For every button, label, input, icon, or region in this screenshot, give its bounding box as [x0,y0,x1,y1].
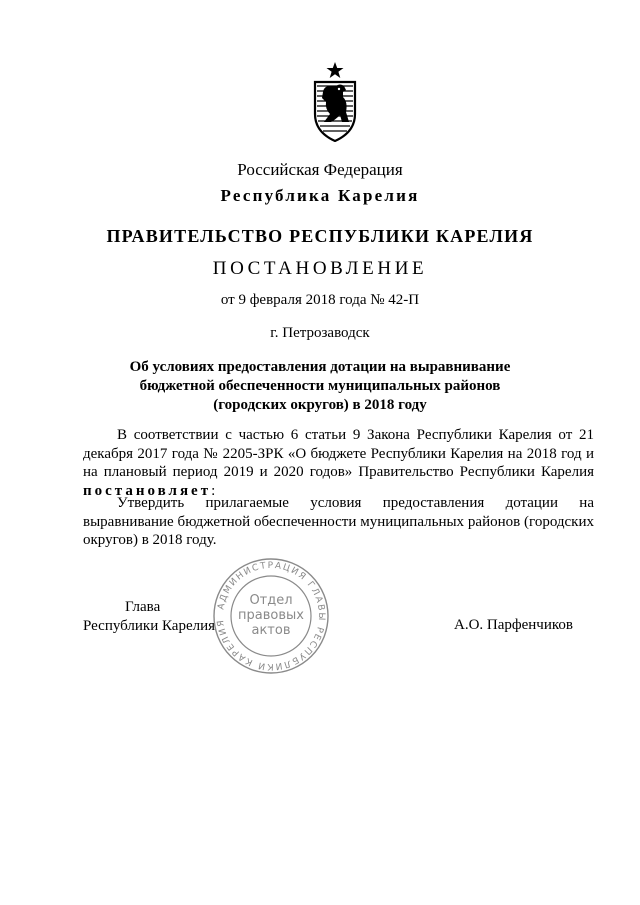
document-type: ПОСТАНОВЛЕНИЕ [212,258,428,279]
signatory-name: А.О. Парфенчиков [454,617,573,633]
preamble-text: В соответствии с частью 6 статьи 9 Закона Республики Карелия от 21 декабря 2017 года № 2205-ЗРК «О бюджете Республики Карелия на 2018 год и на плановый период 2019 и 2020 годов» Правительство Республики Карелия [83,427,594,480]
decree-verb: постановляет [83,482,212,499]
title-line-2: бюджетной обеспеченности муниципальных районов [139,378,501,394]
preamble-colon: : [211,482,216,499]
signatory-title-line-1: Глава [125,599,161,615]
title-line-3: (городских округов) в 2018 году [213,397,427,413]
city: г. Петрозаводск [270,325,370,341]
signatory-title [83,598,215,636]
republic-name: Республика Карелия [220,186,420,205]
document-title [0,358,640,415]
country-name: Российская Федерация [237,160,403,179]
paragraph-resolution: Утвердить прилагаемые условия предоставления дотации на выравнивание бюджетной обеспеченности муниципальных районов (городских округов) в 2018 году. [83,495,594,548]
official-stamp [211,556,331,676]
signatory-title-line-2: Республики Карелия [83,618,216,634]
stamp-line-3: актов [251,623,291,638]
title-line-1: Об условиях предоставления дотации на выравнивание [129,359,511,375]
stamp-line-1: Отдел [249,593,293,608]
karelia-coat-of-arms-icon [309,62,361,142]
stamp-ring-text: АДМИНИСТРАЦИЯ ГЛАВЫ РЕСПУБЛИКИ КАРЕЛИЯ [215,560,327,672]
date-number: от 9 февраля 2018 года № 42-П [220,292,420,308]
government-name: ПРАВИТЕЛЬСТВО РЕСПУБЛИКИ КАРЕЛИЯ [106,226,534,246]
paragraph-preamble [83,426,594,500]
stamp-line-2: правовых [238,608,304,623]
